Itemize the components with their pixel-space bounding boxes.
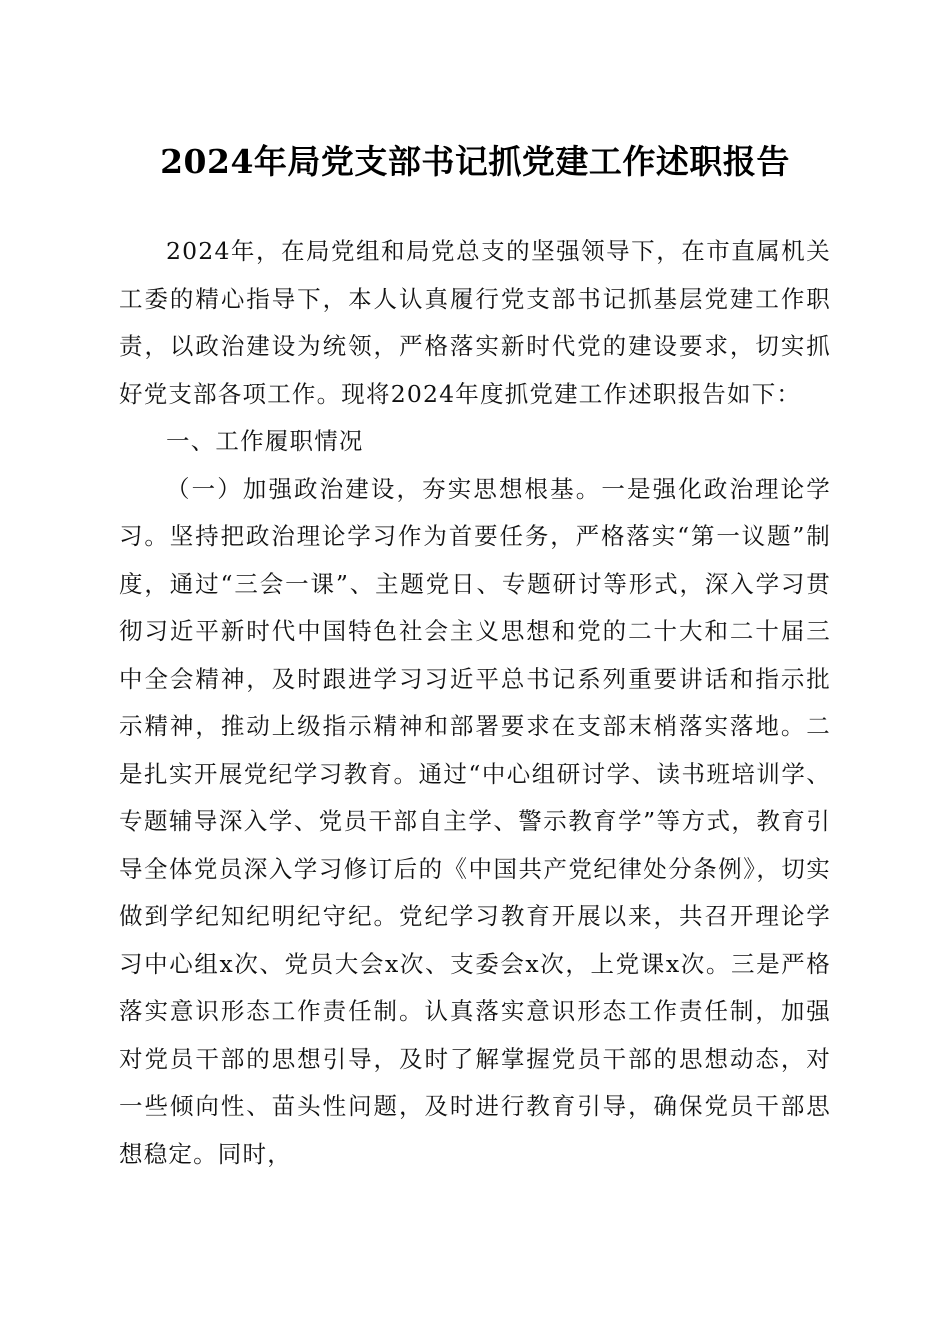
subsection-body: 一是强化政治理论学习。坚持把政治理论学习作为首要任务，严格落实“第一议题”制度，通过“三会一课”、主题党日、专题研讨等形式，深入学习贯彻习近平新时代中国特色社会主义思想和党的二十大和二十届三中全会精神，及时跟进学习习近平总书记系列重要讲话和指示批示精神，推动上级指示精神和部署要求在支部末梢落实落地。二是扎实开展党纪学习教育。通过“中心组研讨学、读书班培训学、专题辅导深入学、党员干部自主学、警示教育学”等方式，教育引导全体党员深入学习修订后的《中国共产党纪律处分条例》，切实做到学纪知纪明纪守纪。党纪学习教育开展以来，共召开理论学习中心组x次、党员大会x次、支委会x次，上党课x次。三是严格落实意识形态工作责任制。认真落实意识形态工作责任制，加强对党员干部的思想引导，及时了解掌握党员干部的思想动态，对一些倾向性、苗头性问题，及时进行教育引导，确保党员干部思想稳定。同时， bbox=[119, 474, 831, 1168]
subsection-paragraph bbox=[119, 466, 831, 1179]
subsection-heading: （一）加强政治建设，夯实思想根基。 bbox=[166, 474, 602, 503]
intro-paragraph: 2024年，在局党组和局党总支的坚强领导下，在市直属机关工委的精心指导下，本人认真履行党支部书记抓基层党建工作职责，以政治建设为统领，严格落实新时代党的建设要求，切实抓好党支部各项工作。现将2024年度抓党建工作述职报告如下： bbox=[119, 237, 831, 408]
section-heading: 一、工作履职情况 bbox=[166, 427, 364, 455]
document-body bbox=[119, 228, 831, 1178]
document-title: 2024年局党支部书记抓党建工作述职报告 bbox=[160, 142, 790, 181]
